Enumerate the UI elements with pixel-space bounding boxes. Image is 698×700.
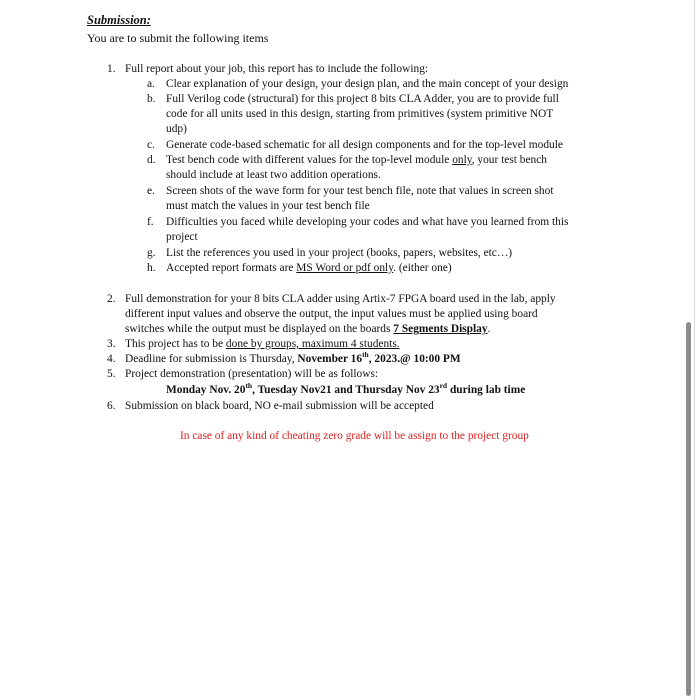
item-1d-line2: should include at least two addition operations.: [166, 169, 381, 181]
item-4-text: [125, 352, 461, 368]
intro-text: You are to submit the following items: [87, 31, 269, 45]
item-4-pre: Deadline for submission is Thursday,: [125, 353, 298, 365]
item-2-line3: [125, 322, 490, 338]
item-1d-pre: Test bench code with different values for the top-level module: [166, 154, 453, 166]
item-3-underlined: done by groups, maximum 4 students.: [225, 338, 400, 350]
item-1f-line1: Difficulties you faced while developing your codes and what have you learned from this: [166, 216, 569, 228]
submission-heading: Submission:: [87, 13, 151, 27]
item-2-line3-post: .: [487, 323, 491, 335]
item-1e-line1: Screen shots of the wave form for your test bench file, note that values in screen shot: [166, 185, 554, 197]
item-4-time: , 2023.@ 10:00 PM: [368, 353, 461, 365]
item-1d-post: , your test bench: [471, 154, 548, 166]
item-1h-pre: Accepted report formats are: [166, 262, 297, 274]
item-1b-line2: code for all units used in this design, starting from primitives (system primitive NOT: [166, 108, 554, 120]
page-edge-divider: [694, 0, 695, 700]
item-1c-letter: c.: [147, 139, 155, 151]
item-3-text: [125, 337, 400, 353]
item-1-number: 1.: [107, 63, 116, 75]
item-2-underlined: 7 Segments Display: [393, 323, 488, 335]
item-5-s2: rd: [439, 381, 448, 391]
item-1h-text: [166, 261, 452, 277]
item-1d-letter: d.: [147, 154, 156, 166]
item-1h-letter: h.: [147, 262, 156, 274]
item-2-line1: Full demonstration for your 8 bits CLA adder using Artix-7 FPGA board used in the lab, apply: [125, 293, 556, 305]
item-1b-line1: Full Verilog code (structural) for this project 8 bits CLA Adder, you are to provide full: [166, 93, 559, 105]
item-3-number: 3.: [107, 338, 116, 350]
item-1g-letter: g.: [147, 247, 156, 259]
item-1b-line3: udp): [166, 123, 187, 135]
item-6-number: 6.: [107, 400, 116, 412]
item-2-number: 2.: [107, 293, 116, 305]
item-1e-line2: must match the values in your test bench file: [166, 200, 370, 212]
item-4-number: 4.: [107, 353, 116, 365]
item-5-d3: during lab time: [447, 384, 526, 396]
item-1b-letter: b.: [147, 93, 156, 105]
item-5-number: 5.: [107, 368, 116, 380]
item-1a-text: Clear explanation of your design, your design plan, and the main concept of your design: [166, 78, 569, 90]
item-3-pre: This project has to be: [125, 338, 226, 350]
item-5-d2: , Tuesday Nov21 and Thursday Nov 23: [252, 384, 440, 396]
item-5-line1: Project demonstration (presentation) will be as follows:: [125, 368, 379, 380]
item-2-line2: different input values and observe the output, the input values must be applied using board: [125, 308, 538, 320]
item-1h-underlined: MS Word or pdf only: [296, 262, 394, 274]
item-1c-text: Generate code-based schematic for all design components and for the top-level module: [166, 139, 563, 151]
item-1d-underlined: only: [452, 154, 472, 166]
item-5-d1: Monday Nov. 20: [166, 384, 246, 396]
item-1d-line1: [166, 153, 547, 169]
item-1f-letter: f.: [147, 216, 154, 228]
item-4-sup: th: [362, 350, 369, 360]
item-6-text: Submission on black board, NO e-mail submission will be accepted: [125, 400, 434, 412]
item-5-s1: th: [245, 381, 253, 391]
item-4-date: November 16: [297, 353, 363, 365]
item-1a-letter: a.: [147, 78, 155, 90]
item-1h-post: . (either one): [393, 262, 452, 274]
item-1f-line2: project: [166, 231, 198, 243]
cheating-warning: In case of any kind of cheating zero grade will be assign to the project group: [180, 430, 529, 442]
vertical-scrollbar[interactable]: [686, 322, 691, 696]
item-1g-text: List the references you used in your project (books, papers, websites, etc…): [166, 247, 513, 259]
item-2-line3-pre: switches while the output must be displayed on the boards: [125, 323, 394, 335]
item-1-text: Full report about your job, this report has to include the following:: [125, 63, 429, 75]
item-1e-letter: e.: [147, 185, 155, 197]
item-5-schedule: [166, 383, 525, 399]
